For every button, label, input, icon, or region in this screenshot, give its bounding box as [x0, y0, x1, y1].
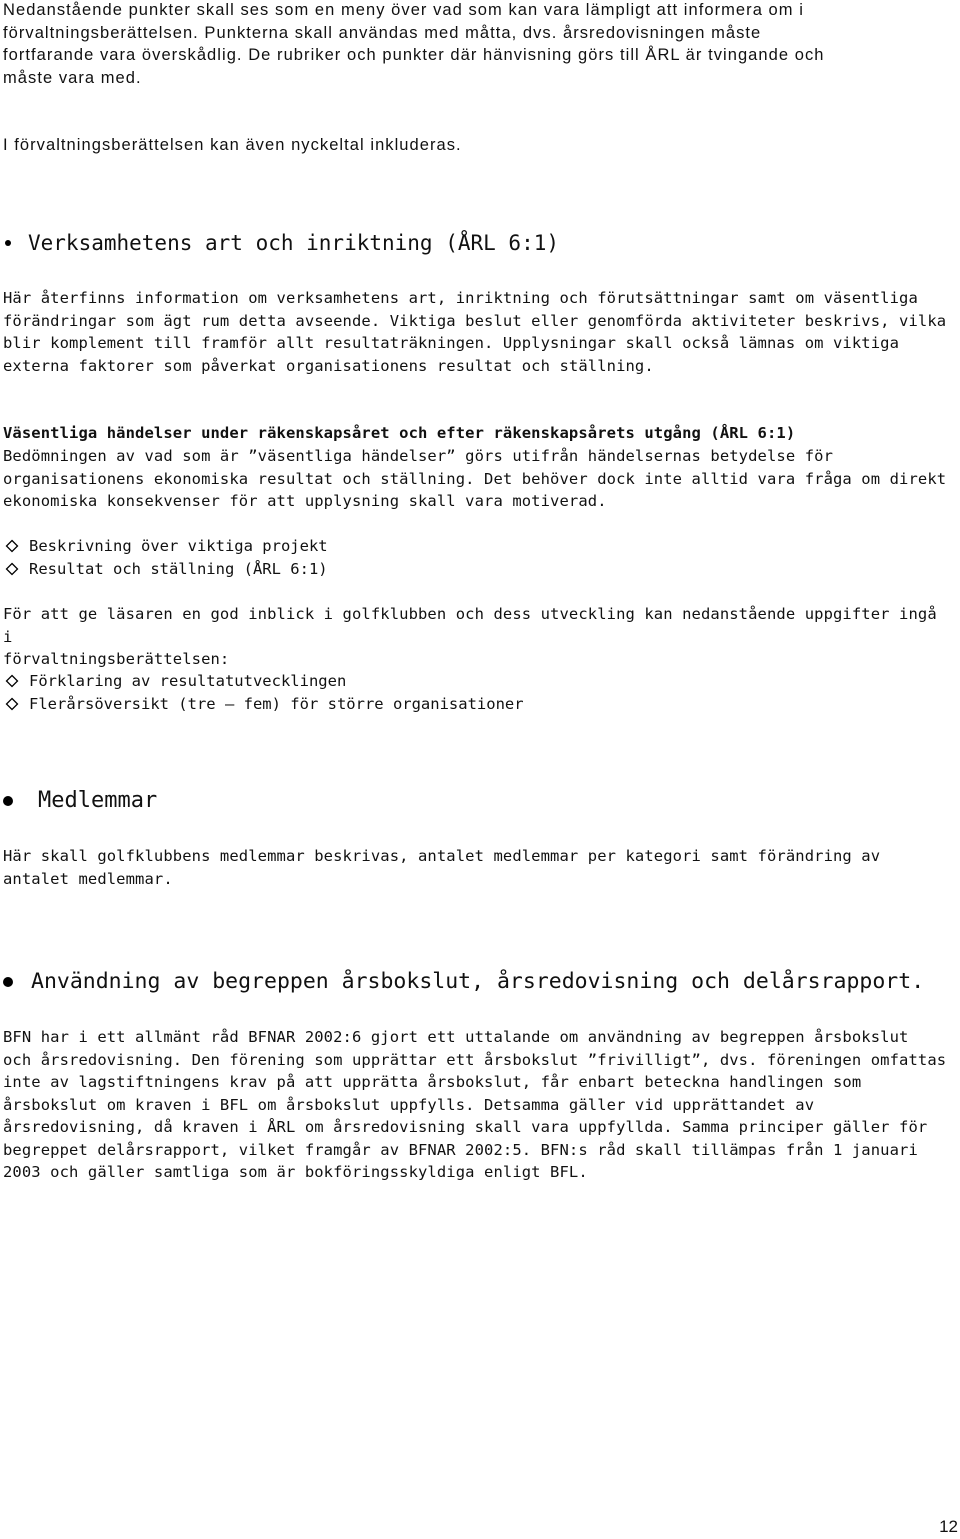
- diamond-bullet-icon: [5, 539, 19, 553]
- heading-text: Användning av begreppen årsbokslut, årsredovisning och delårsrapport.: [31, 969, 925, 994]
- heading-text: Medlemmar: [38, 788, 158, 813]
- heading-begrepp: [3, 968, 953, 996]
- bullet-icon: [5, 240, 11, 246]
- medlemmar-body: Här skall golfklubbens medlemmar beskrivas, antalet medlemmar per kategori samt förändring av antalet medlemmar.: [3, 847, 881, 888]
- heading-medlemmar: [3, 787, 953, 815]
- verksamhet-body: Här återfinns information om verksamhetens art, inriktning och förutsättningar samt om väsentliga förändringar som ägt rum detta avseende. Viktiga beslut eller genomförda aktiviteter beskrivs, vilka blir komplement till framför allt resultaträkningen. Upplysningar skall också lämnas om viktiga externa faktorer som påverkat organisationens resultat och ställning.: [3, 289, 947, 375]
- page-number: 12: [939, 1517, 958, 1536]
- intro-paragraph: Nedanstående punkter skall ses som en meny över vad som kan vara lämpligt att informera om i förvaltningsberättelsen. Punkterna skall användas med måtta, dvs. årsredovisningen måste fortfarande vara överskådlig. De rubriker och punkter där hänvisning görs till ÅRL är tvingande och måste vara med.: [3, 1, 825, 87]
- handelser-body: Bedömningen av vad som är ”väsentliga händelser” görs utifrån händelsernas betydelse för organisationens ekonomiska resultat och ställning. Det behöver dock inte alltid vara fråga om direkt ekonomiska konsekvenser för att upplysning skall vara motiverad.: [3, 447, 947, 510]
- intro-nyckeltal: I förvaltningsberättelsen kan även nyckeltal inkluderas.: [3, 136, 462, 154]
- diamond-bullet-icon: [5, 562, 19, 576]
- diamond-list-2: [3, 670, 953, 715]
- bullet-icon: [3, 796, 13, 806]
- list-item: Beskrivning över viktiga projekt: [3, 535, 953, 558]
- bullet-icon: [3, 977, 13, 987]
- heading-handelser: Väsentliga händelser under räkenskapsåret och efter räkenskapsårets utgång (ÅRL 6:1): [3, 424, 796, 442]
- list-item: Förklaring av resultatutvecklingen: [3, 670, 953, 693]
- begrepp-body: BFN har i ett allmänt råd BFNAR 2002:6 gjort ett uttalande om användning av begreppen årsbokslut och årsredovisning. Den förening som upprättar ett årsbokslut ”frivilligt”, dvs. föreningen omfattas inte av lagstiftningens krav på att upprätta årsbokslut, får enbart beteckna handlingen som årsbokslut om kraven i BFL om årsbokslut uppfylls. Detsamma gäller vid upprättandet av årsredovisning, då kraven i ÅRL om årsredovisning skall vara uppfyllda. Samma principer gäller för begreppet delårsrapport, vilket framgår av BFNAR 2002:5. BFN:s råd skall tillämpas från 1 januari 2003 och gäller samtliga som är bokföringsskyldiga enligt BFL.: [3, 1028, 947, 1181]
- list-item: Resultat och ställning (ÅRL 6:1): [3, 558, 953, 581]
- heading-text: Verksamhetens art och inriktning (ÅRL 6:1): [28, 231, 560, 255]
- diamond-bullet-icon: [5, 697, 19, 711]
- diamond-bullet-icon: [5, 674, 19, 688]
- handelser-body-2: För att ge läsaren en god inblick i golfklubben och dess utveckling kan nedanstående uppgifter ingå i förvaltningsberättelsen:: [3, 605, 937, 668]
- diamond-list-1: [3, 535, 953, 580]
- heading-verksamhet: [3, 229, 953, 257]
- list-item: Flerårsöversikt (tre – fem) för större organisationer: [3, 693, 953, 716]
